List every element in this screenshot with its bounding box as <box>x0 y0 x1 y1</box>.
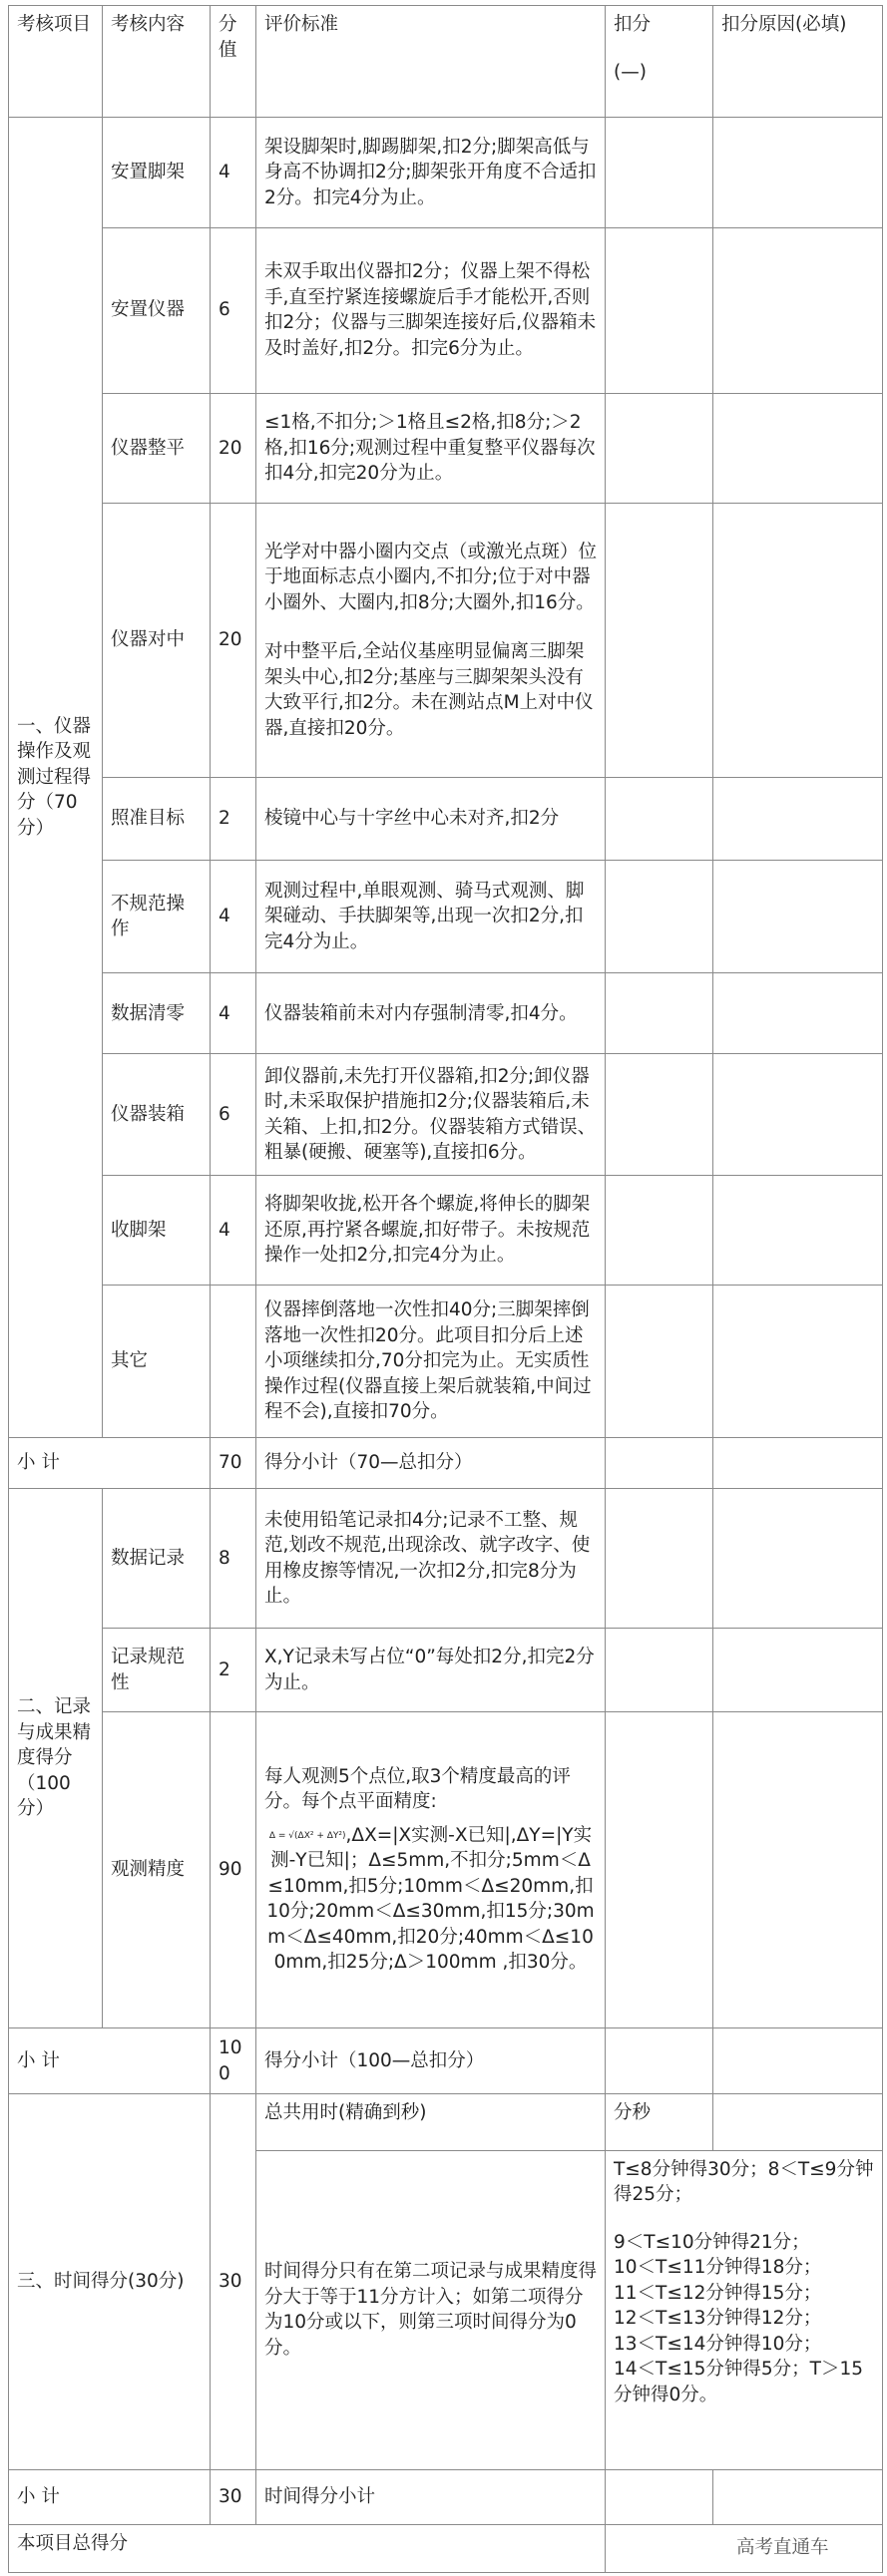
deduct-cell[interactable] <box>606 860 713 972</box>
row-content: 数据记录 <box>103 1489 211 1629</box>
header-content: 考核内容 <box>103 6 211 118</box>
standard-paragraph: 光学对中器小圈内交点（或激光点斑）位于地面标志点小圈内,不扣分;位于对中器小圈外、大圈内,扣8分;大圈外,扣16分。 <box>264 541 598 613</box>
reason-cell[interactable] <box>713 118 883 227</box>
deduct-cell[interactable] <box>606 973 713 1054</box>
deduct-cell[interactable] <box>606 1286 713 1438</box>
deduct-cell[interactable] <box>606 1711 713 2027</box>
row-content: 安置脚架 <box>103 118 211 227</box>
time-scoring <box>606 2150 883 2469</box>
table-row <box>9 393 883 503</box>
section1-title: 一、仪器操作及观测过程得分（70分） <box>9 118 103 1438</box>
header-deduct-line2: (—) <box>614 61 647 83</box>
deduct-cell[interactable] <box>606 1629 713 1711</box>
reason-cell[interactable] <box>713 1711 883 2027</box>
table-row <box>9 860 883 972</box>
row-score <box>211 1286 256 1438</box>
time-scoring-line: 12＜T≤13分钟得12分； <box>614 2308 822 2330</box>
row-standard: ≤1格,不扣分;＞1格且≤2格,扣8分;＞2格,扣16分;观测过程中重复整平仪器每次扣4分,扣完20分为止。 <box>256 393 606 503</box>
row-standard: 卸仪器前,未先打开仪器箱,扣2分;卸仪器时,未采取保护措施扣2分;仪器装箱后,未关箱、上扣,扣2分。仪器装箱方式错误、粗暴(硬搬、硬塞等),直接扣6分。 <box>256 1054 606 1176</box>
subtotal-row <box>9 2027 883 2094</box>
precision-defs: ,ΔX=|X实测-X已知|,ΔY=|Y实测-Y已知|； <box>270 1824 593 1872</box>
deduct-cell[interactable] <box>606 504 713 778</box>
row-score: 90 <box>211 1711 256 2027</box>
time-scoring-line: 11＜T≤12分钟得15分； <box>614 2282 822 2304</box>
reason-cell[interactable] <box>713 1629 883 1711</box>
deduct-cell[interactable] <box>606 2027 713 2094</box>
time-scoring-line: 14＜T≤15分钟得5分；T＞15分钟得0分。 <box>614 2359 863 2405</box>
table-row <box>9 1629 883 1711</box>
row-content: 其它 <box>103 1286 211 1438</box>
row-content: 仪器整平 <box>103 393 211 503</box>
row-score: 2 <box>211 777 256 860</box>
table-row <box>9 1711 883 2027</box>
table-row <box>9 1176 883 1286</box>
time-scoring-line: 10＜T≤11分钟得18分； <box>614 2257 822 2279</box>
section2-title: 二、记录与成果精度得分（100分） <box>9 1489 103 2028</box>
precision-intro: 每人观测5个点位,取3个精度最高的评分。每个点平面精度: <box>264 1765 571 1813</box>
subtotal-label: 小 计 <box>9 2027 211 2094</box>
precision-formula: Δ = √(ΔX² + ΔY²) <box>268 1830 346 1841</box>
table-row <box>9 504 883 778</box>
time-scoring-line: T≤8分钟得30分；8＜T≤9分钟得25分； <box>614 2158 874 2206</box>
deduct-cell[interactable] <box>606 1489 713 1629</box>
deduct-cell[interactable] <box>606 1054 713 1176</box>
deduct-cell[interactable] <box>606 1438 713 1489</box>
row-score: 4 <box>211 973 256 1054</box>
subtotal-row <box>9 1438 883 1489</box>
header-score <box>211 6 256 118</box>
row-standard <box>256 504 606 778</box>
total-label: 本项目总得分 <box>9 2525 606 2573</box>
precision-criteria <box>264 1823 597 1976</box>
time-unit[interactable]: 分秒 <box>606 2094 713 2150</box>
table-row <box>9 2094 883 2150</box>
standard-paragraph: 对中整平后,全站仪基座明显偏离三脚架架头中心,扣2分;基座与三脚架架头没有大致平行,扣2分。未在测站点M上对中仪器,直接扣20分。 <box>264 641 594 739</box>
deduct-cell[interactable] <box>606 1176 713 1286</box>
reason-cell[interactable] <box>713 1286 883 1438</box>
subtotal-text: 得分小计（70—总扣分） <box>256 1438 606 1489</box>
row-score: 4 <box>211 1176 256 1286</box>
deduct-cell[interactable] <box>606 393 713 503</box>
reason-cell[interactable] <box>713 504 883 778</box>
reason-cell[interactable] <box>713 777 883 860</box>
table-row <box>9 118 883 227</box>
header-row <box>9 6 883 118</box>
subtotal-label: 小 计 <box>9 2469 211 2524</box>
row-content: 记录规范性 <box>103 1629 211 1711</box>
row-standard: 未使用铅笔记录扣4分;记录不工整、规范,划改不规范,出现涂改、就字改字、使用橡皮擦等情况,一次扣2分,扣完8分为止。 <box>256 1489 606 1629</box>
header-deduct-line1: 扣分 <box>614 14 652 35</box>
subtotal-score: 100 <box>211 2027 256 2094</box>
row-content: 观测精度 <box>103 1711 211 2027</box>
reason-cell[interactable] <box>713 2094 883 2150</box>
row-content: 仪器对中 <box>103 504 211 778</box>
reason-cell[interactable] <box>713 2469 883 2524</box>
row-standard: 观测过程中,单眼观测、骑马式观测、脚架碰动、手扶脚架等,出现一次扣2分,扣完4分为止。 <box>256 860 606 972</box>
scoring-table <box>8 5 883 2573</box>
time-scoring-line: 13＜T≤14分钟得10分； <box>614 2333 822 2355</box>
header-deduct <box>606 6 713 118</box>
table-row <box>9 973 883 1054</box>
reason-cell[interactable] <box>713 393 883 503</box>
reason-cell[interactable] <box>713 973 883 1054</box>
row-content: 仪器装箱 <box>103 1054 211 1176</box>
deduct-cell[interactable] <box>606 118 713 227</box>
table-row <box>9 1054 883 1176</box>
watermark: 高考直通车 <box>736 2537 829 2558</box>
subtotal-text: 得分小计（100—总扣分） <box>256 2027 606 2094</box>
row-content: 照准目标 <box>103 777 211 860</box>
subtotal-text: 时间得分小计 <box>256 2469 606 2524</box>
precision-criteria-text: Δ≤5mm,不扣分;5mm＜Δ≤10mm,扣5分;10mm＜Δ≤20mm,扣10分;20mm＜Δ≤30mm,扣15分;30mm＜Δ≤40mm,扣20分;40mm＜Δ≤100mm,扣25分;Δ＞100mm ,扣30分。 <box>266 1850 595 1974</box>
reason-cell[interactable] <box>713 860 883 972</box>
row-score: 20 <box>211 504 256 778</box>
reason-cell[interactable] <box>713 227 883 393</box>
row-standard: 未双手取出仪器扣2分；仪器上架不得松手,直至拧紧连接螺旋后手才能松开,否则扣2分；仪器与三脚架连接好后,仪器箱未及时盖好,扣2分。扣完6分为止。 <box>256 227 606 393</box>
row-standard: 仪器装箱前未对内存强制清零,扣4分。 <box>256 973 606 1054</box>
row-standard: 将脚架收拢,松开各个螺旋,将伸长的脚架还原,再拧紧各螺旋,扣好带子。未按规范操作一处扣2分,扣完4分为止。 <box>256 1176 606 1286</box>
reason-cell[interactable] <box>713 1438 883 1489</box>
reason-cell[interactable] <box>713 1489 883 1629</box>
deduct-cell[interactable] <box>606 2469 713 2524</box>
subtotal-row <box>9 2469 883 2524</box>
table-row <box>9 1489 883 1629</box>
subtotal-label: 小 计 <box>9 1438 211 1489</box>
time-rule: 时间得分只有在第二项记录与成果精度得分大于等于11分方计入；如第二项得分为10分或以下，则第三项时间得分为0分。 <box>256 2150 606 2469</box>
row-standard: 架设脚架时,脚踢脚架,扣2分;脚架高低与身高不协调扣2分;脚架张开角度不合适扣2分。扣完4分为止。 <box>256 118 606 227</box>
header-score-line2: 值 <box>219 39 237 61</box>
header-score-line1: 分 <box>219 14 237 35</box>
table-row <box>9 1286 883 1438</box>
row-score: 4 <box>211 860 256 972</box>
row-standard: 仪器摔倒落地一次性扣40分;三脚架摔倒落地一次性扣20分。此项目扣分后上述小项继续扣分,70分扣完为止。无实质性操作过程(仪器直接上架后就装箱,中间过程不会),直接扣70分。 <box>256 1286 606 1438</box>
row-standard: X,Y记录未写占位“0”每处扣2分,扣完2分为止。 <box>256 1629 606 1711</box>
reason-cell[interactable] <box>713 2027 883 2094</box>
total-time-label: 总共用时(精确到秒) <box>256 2094 606 2150</box>
row-score: 8 <box>211 1489 256 1629</box>
row-content: 不规范操作 <box>103 860 211 972</box>
reason-cell[interactable] <box>713 1176 883 1286</box>
row-score: 6 <box>211 1054 256 1176</box>
header-reason: 扣分原因(必填) <box>713 6 883 118</box>
deduct-cell[interactable] <box>606 777 713 860</box>
row-score: 2 <box>211 1629 256 1711</box>
subtotal-score: 70 <box>211 1438 256 1489</box>
table-row <box>9 777 883 860</box>
header-item: 考核项目 <box>9 6 103 118</box>
row-score: 20 <box>211 393 256 503</box>
table-row <box>9 227 883 393</box>
section3-score: 30 <box>211 2094 256 2469</box>
time-scoring-line: 9＜T≤10分钟得21分； <box>614 2231 810 2253</box>
row-score: 4 <box>211 118 256 227</box>
deduct-cell[interactable] <box>606 227 713 393</box>
reason-cell[interactable] <box>713 1054 883 1176</box>
row-content: 收脚架 <box>103 1176 211 1286</box>
row-content: 安置仪器 <box>103 227 211 393</box>
row-score: 6 <box>211 227 256 393</box>
subtotal-score: 30 <box>211 2469 256 2524</box>
section3-title: 三、时间得分(30分) <box>9 2094 211 2469</box>
row-content: 数据清零 <box>103 973 211 1054</box>
header-standard: 评价标准 <box>256 6 606 118</box>
row-standard: 棱镜中心与十字丝中心未对齐,扣2分 <box>256 777 606 860</box>
row-standard <box>256 1711 606 2027</box>
